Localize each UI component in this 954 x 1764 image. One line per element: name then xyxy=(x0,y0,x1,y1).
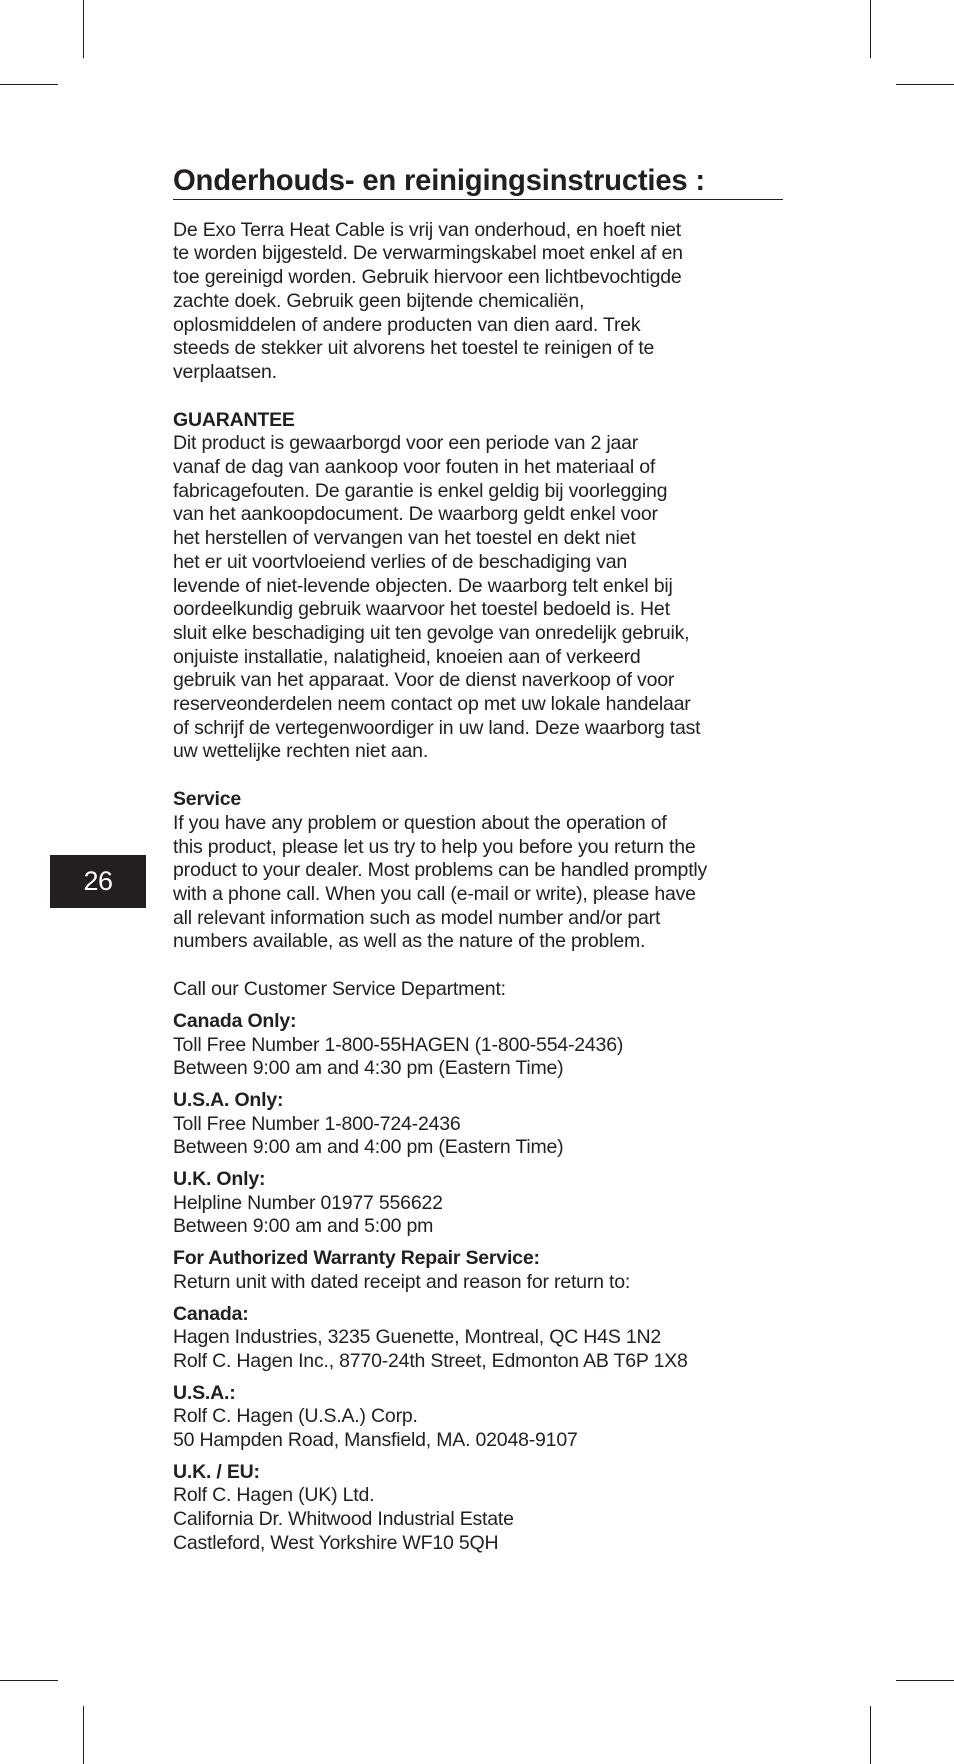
contact-heading: Canada Only: xyxy=(173,1009,297,1032)
contact-block-usa-address xyxy=(173,1382,783,1453)
page-number: 26 xyxy=(83,866,113,896)
service-section xyxy=(173,788,783,1002)
page-number-tab xyxy=(50,855,146,908)
service-heading: Service xyxy=(173,788,241,811)
crop-mark-bottom-right-horizontal xyxy=(896,1680,954,1681)
contact-block-canada-address xyxy=(173,1303,783,1374)
contact-heading: U.S.A.: xyxy=(173,1381,236,1404)
contact-lines: Toll Free Number 1-800-724-2436 Between 9:00 am and 4:00 pm (Eastern Time) xyxy=(173,1112,564,1159)
crop-mark-bottom-left-vertical xyxy=(83,1706,84,1764)
contact-lines: Rolf C. Hagen (UK) Ltd. California Dr. Whitwood Industrial Estate Castleford, West Yorkshire WF10 5QH xyxy=(173,1484,514,1554)
contact-block-uk-only xyxy=(173,1168,783,1239)
contact-block-usa-only xyxy=(173,1089,783,1160)
service-body: If you have any problem or question about the operation of this product, please let us try to help you before you return the product to your dealer. Most problems can be handled promptly with a phone call. When you call (e-mail or write), please have all relevant information such as model number and/or part numbers available, as well as the nature of the problem. xyxy=(173,811,708,953)
crop-mark-bottom-right-vertical xyxy=(870,1706,871,1764)
service-call-line: Call our Customer Service Department: xyxy=(173,978,506,1001)
contact-lines: Rolf C. Hagen (U.S.A.) Corp. 50 Hampden Road, Mansfield, MA. 02048-9107 xyxy=(173,1405,578,1452)
maintenance-body: De Exo Terra Heat Cable is vrij van onderhoud, en hoeft niet te worden bijgesteld. De verwarmingskabel moet enkel af en toe gereinigd worden. Gebruik hiervoor een lichtbevochtigde zachte doek. Gebruik geen bijtende chemicaliën, oplosmiddelen of andere producten van dien aard. Trek steeds de stekker uit alvorens het toestel te reinigen of te verplaatsen. xyxy=(173,218,683,383)
contact-heading: U.S.A. Only: xyxy=(173,1088,284,1111)
guarantee-body: Dit product is gewaarborgd voor een periode van 2 jaar vanaf de dag van aankoop voor fouten in het materiaal of fabricagefouten. De garantie is enkel geldig bij voorlegging van het aankoopdocument. De waarborg geldt enkel voor het herstellen of vervangen van het toestel en dekt niet het er uit voortvloeiend verlies of de beschadiging van levende of niet-levende objecten. De waarborg telt enkel bij oordeelkundig gebruik waarvoor het toestel bedoeld is. Het sluit elke beschadiging uit ten gevolge van onredelijk gebruik, onjuiste installatie, nalatigheid, knoeien aan of verkeerd gebruik van het apparaat. Voor de dienst naverkoop of voor reserveonderdelen neem contact op met uw lokale handelaar of schrijf de vertegenwoordiger in uw land. Deze waarborg tast uw wettelijke rechten niet aan. xyxy=(173,432,701,763)
crop-mark-top-left-vertical xyxy=(83,0,84,58)
guarantee-heading: GUARANTEE xyxy=(173,408,295,431)
contact-heading: U.K. / EU: xyxy=(173,1460,260,1483)
crop-mark-top-right-horizontal xyxy=(896,84,954,85)
crop-mark-top-right-vertical xyxy=(870,0,871,58)
maintenance-section xyxy=(173,165,783,385)
contact-block-canada-only xyxy=(173,1010,783,1081)
maintenance-title: Onderhouds- en reinigingsinstructies : xyxy=(173,170,783,200)
contact-block-warranty-repair xyxy=(173,1247,783,1294)
contact-lines: Helpline Number 01977 556622 Between 9:00 am and 5:00 pm xyxy=(173,1191,443,1238)
contact-heading: U.K. Only: xyxy=(173,1168,266,1191)
contact-heading: Canada: xyxy=(173,1302,249,1325)
document-content xyxy=(173,165,783,1556)
contact-lines: Return unit with dated receipt and reason for return to: xyxy=(173,1270,631,1293)
crop-mark-top-left-horizontal xyxy=(0,84,58,85)
contact-lines: Toll Free Number 1-800-55HAGEN (1-800-554-2436) Between 9:00 am and 4:30 pm (Eastern Time) xyxy=(173,1033,624,1080)
crop-mark-bottom-left-horizontal xyxy=(0,1680,58,1681)
contact-lines: Hagen Industries, 3235 Guenette, Montreal, QC H4S 1N2 Rolf C. Hagen Inc., 8770-24th Street, Edmonton AB T6P 1X8 xyxy=(173,1326,688,1372)
contact-heading: For Authorized Warranty Repair Service: xyxy=(173,1247,540,1270)
guarantee-section xyxy=(173,409,783,765)
contact-block-uk-eu-address xyxy=(173,1461,783,1556)
